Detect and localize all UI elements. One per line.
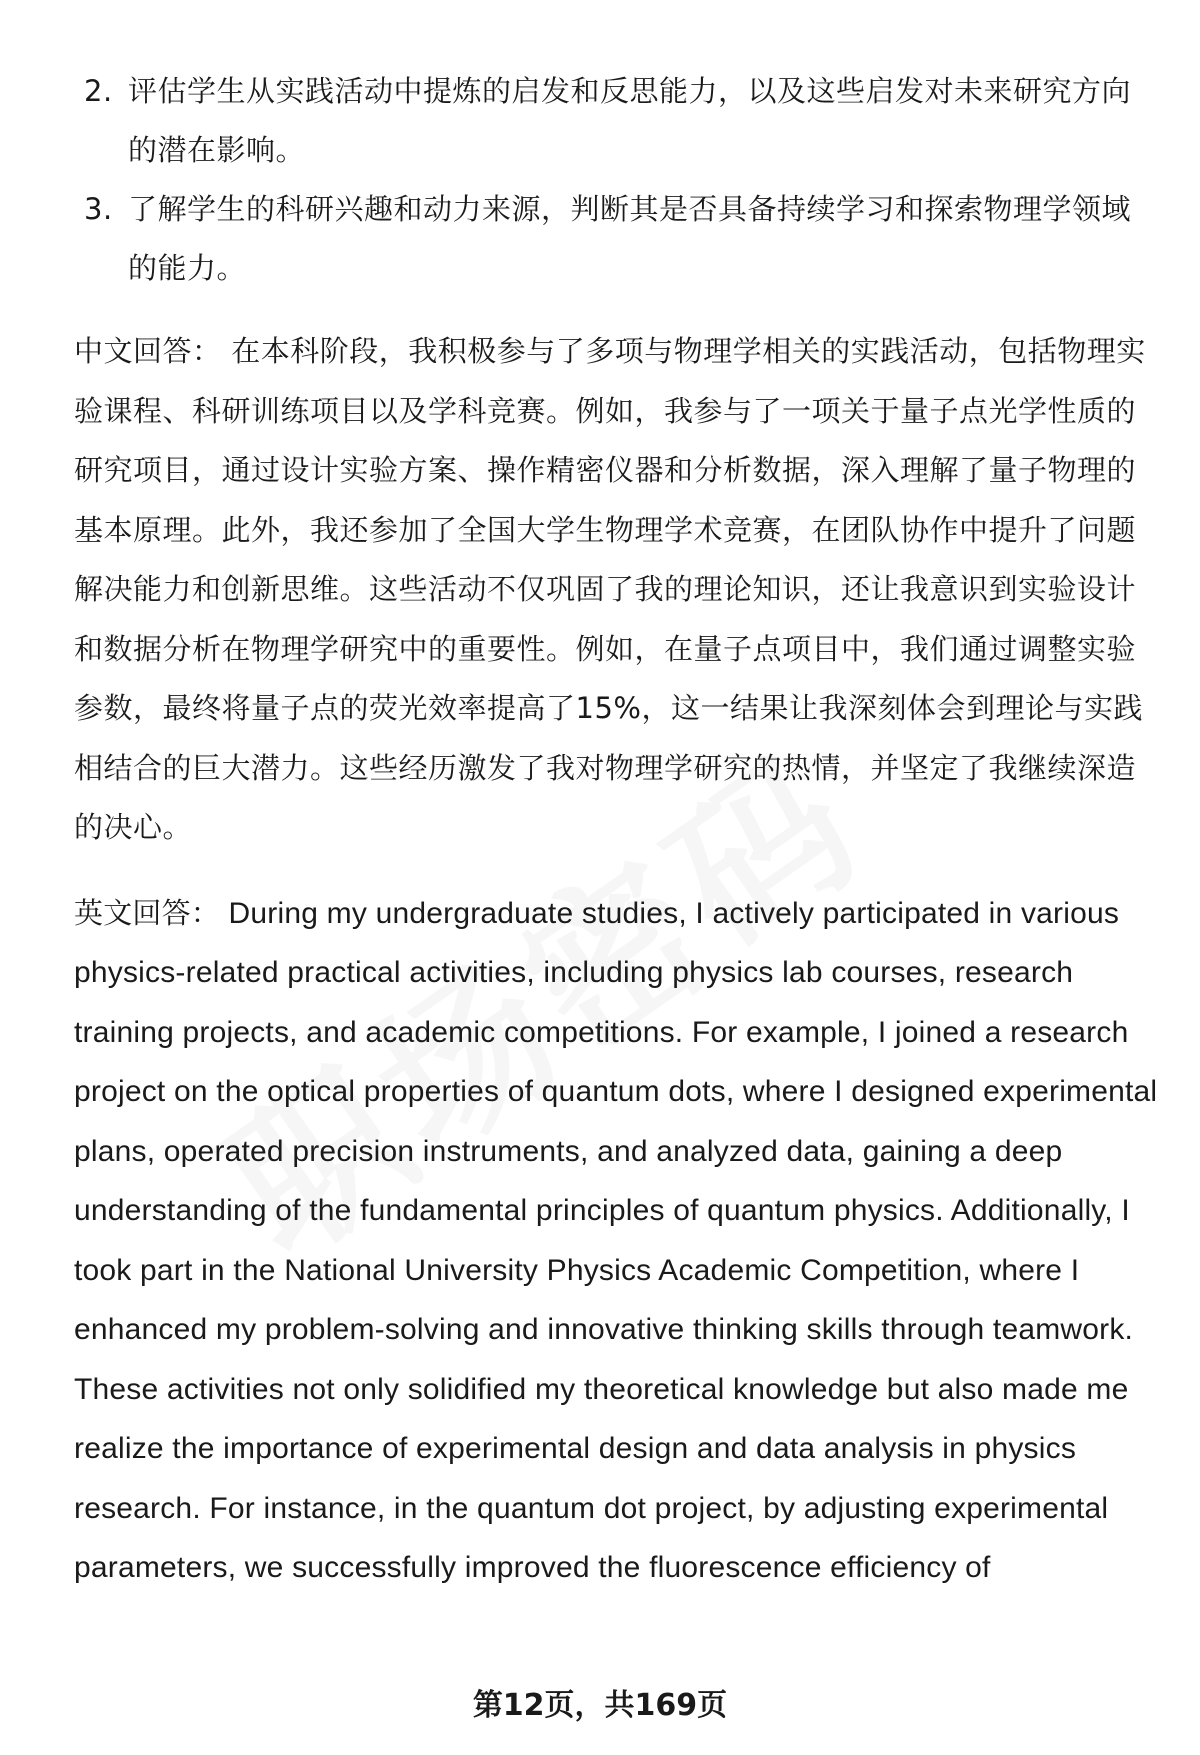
chinese-answer (74, 322, 1160, 858)
list-item (74, 180, 1160, 298)
english-answer-label: 英文回答： (74, 895, 221, 930)
document-page (74, 62, 1160, 1598)
list-item-number: 3. (84, 192, 113, 226)
english-answer-text: During my undergraduate studies, I actively participated in various physics-related practical activities, including physics lab courses, research training projects, and academic competitions. For example, I joined a research project on the optical properties of quantum dots, where I designed experimental plans, operated precision instruments, and analyzed data, gaining a deep understanding of the fundamental principles of quantum physics. Additionally, I took part in the National University Physics Academic Competition, where I enhanced my problem-solving and innovative thinking skills through teamwork. These activities not only solidified my theoretical knowledge but also made me realize the importance of experimental design and data analysis in physics research. For instance, in the quantum dot project, by adjusting experimental parameters, we successfully improved the fluorescence efficiency of (74, 896, 1158, 1584)
list-item-text: 了解学生的科研兴趣和动力来源，判断其是否具备持续学习和探索物理学领域的能力。 (128, 192, 1132, 285)
list-item (74, 62, 1160, 180)
page-number: 第12页，共169页 (472, 1688, 728, 1723)
list-item-number: 2. (84, 74, 113, 108)
question-list (74, 62, 1160, 298)
list-item-text: 评估学生从实践活动中提炼的启发和反思能力，以及这些启发对未来研究方向的潜在影响。 (128, 74, 1132, 167)
chinese-answer-label: 中文回答： (74, 334, 222, 368)
english-answer (74, 884, 1160, 1598)
chinese-answer-text: 在本科阶段，我积极参与了多项与物理学相关的实践活动，包括物理实验课程、科研训练项目以及学科竞赛。例如，我参与了一项关于量子点光学性质的研究项目，通过设计实验方案、操作精密仪器和分析数据，深入理解了量子物理的基本原理。此外，我还参加了全国大学生物理学术竞赛，在团队协作中提升了问题解决能力和创新思维。这些活动不仅巩固了我的理论知识，还让我意识到实验设计和数据分析在物理学研究中的重要性。例如，在量子点项目中，我们通过调整实验参数，最终将量子点的荧光效率提高了15%，这一结果让我深刻体会到理论与实践相结合的巨大潜力。这些经历激发了我对物理学研究的热情，并坚定了我继续深造的决心。 (74, 334, 1146, 844)
